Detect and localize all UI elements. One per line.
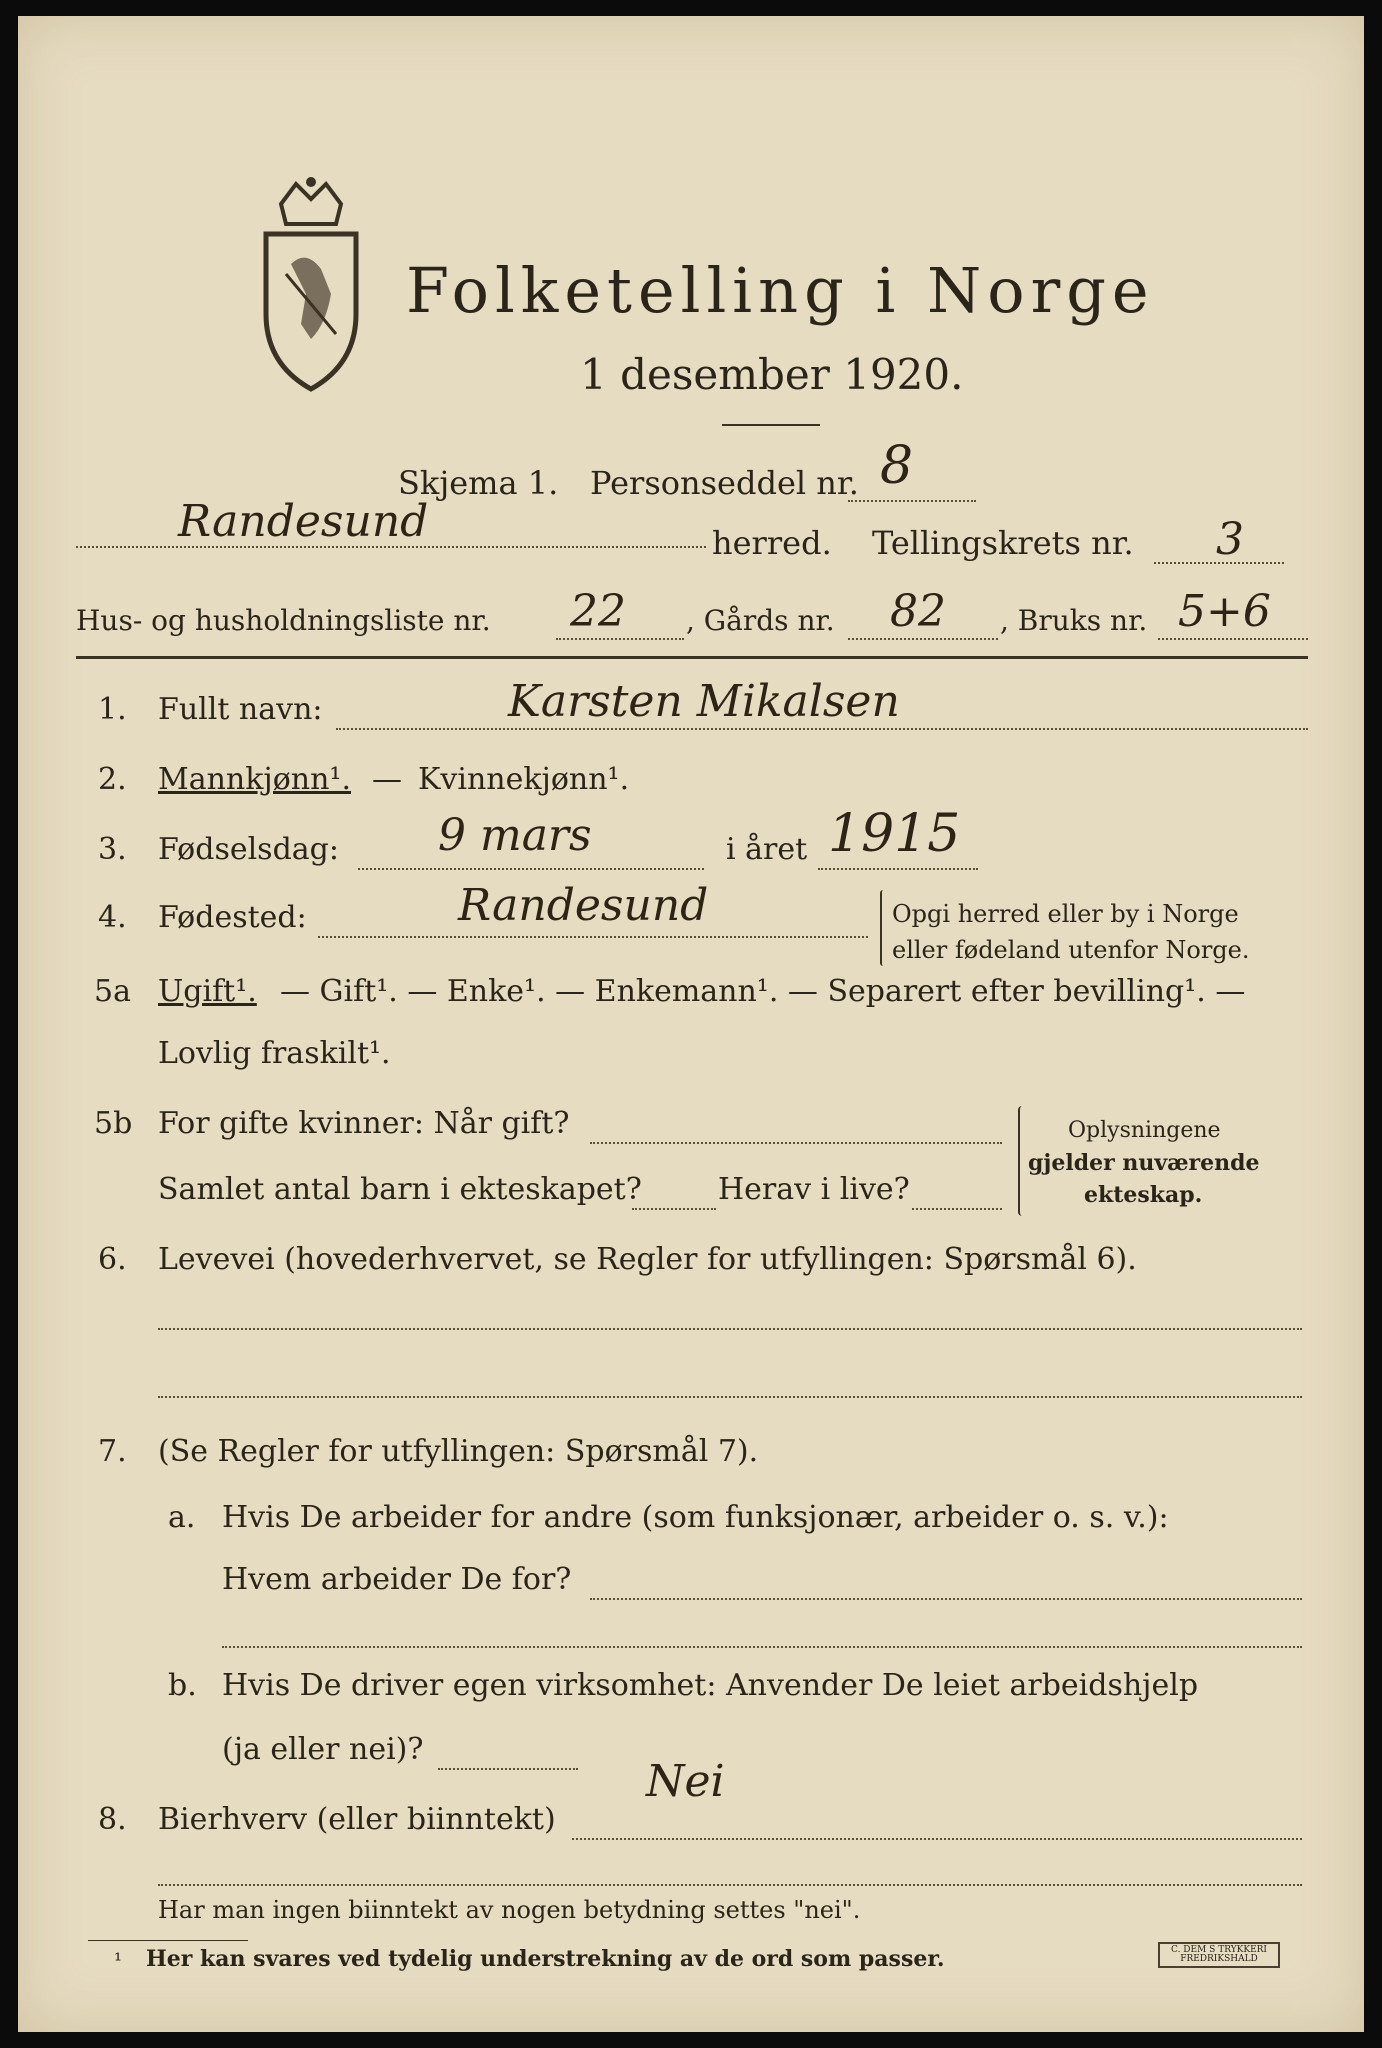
q7b-letter: b. [168,1668,197,1703]
birth-year-line [818,868,978,870]
title-divider [722,424,820,426]
footnote-divider [88,1940,248,1941]
q7a-letter: a. [168,1500,196,1535]
when-married-label: For gifte kvinner: Når gift? [158,1106,570,1141]
full-name-value: Karsten Mikalsen [508,676,900,727]
marriage-note-line1: Oplysningene [1068,1118,1221,1143]
q7-number: 7. [98,1434,127,1469]
male-option: Mannkjønn¹. [158,762,351,797]
printer-stamp-line2: FREDRIKSHALD [1180,1954,1258,1964]
census-date: 1 desember 1920. [580,350,964,399]
birthplace-line [318,936,868,938]
marriage-note-brace [1018,1106,1026,1216]
children-count-label: Samlet antal barn i ekteskapet? [158,1172,642,1207]
employer-line [590,1598,1302,1600]
children-alive-line [912,1208,1002,1210]
form-title: Folketelling i Norge [406,254,1155,327]
q7a-question: Hvis De arbeider for andre (som funksjonær, arbeider o. s. v.): [222,1500,1169,1535]
unmarried-option: Ugift¹. [158,974,257,1009]
children-count-line [632,1208,716,1210]
gards-label: , Gårds nr. [686,604,835,637]
printer-stamp [1158,1942,1280,1968]
birthplace-note-line2: eller fødeland utenfor Norge. [892,936,1250,964]
birthplace-label: Fødested: [158,900,307,935]
bruks-value: 5+6 [1178,586,1271,637]
side-income-line-2 [158,1884,1302,1886]
bruks-label: , Bruks nr. [1000,604,1148,637]
female-option: Kvinnekjønn¹. [418,762,630,797]
printer-stamp-line1: C. DEM S TRYKKERI [1171,1945,1267,1955]
birthdate-line [358,868,704,870]
norway-coat-of-arms-icon [246,174,376,394]
q5a-number: 5a [94,974,131,1009]
marriage-note-line3: ekteskap. [1084,1182,1203,1208]
header-divider [76,656,1308,659]
tellingskrets-label: Tellingskrets nr. [872,524,1134,562]
gards-value: 82 [890,586,946,637]
full-name-label: Fullt navn: [158,692,323,727]
q1-number: 1. [98,692,127,727]
q8-number: 8. [98,1802,127,1837]
gender-separator: — [372,762,402,797]
q7-label: (Se Regler for utfyllingen: Spørsmål 7). [158,1434,759,1469]
tellingskrets-value: 3 [1216,514,1244,565]
q5b-number: 5b [94,1106,133,1141]
herred-label: herred. [712,524,832,562]
marital-options: — Gift¹. — Enke¹. — Enkemann¹. — Separert efter bevilling¹. — [280,974,1246,1009]
when-married-line [590,1142,1002,1144]
hired-help-label: (ja eller nei)? [222,1732,424,1767]
hus-value: 22 [570,586,626,637]
side-income-line [572,1838,1302,1840]
gards-line [848,638,998,640]
birthplace-note-line1: Opgi herred eller by i Norge [892,900,1239,928]
birth-year-label: i året [726,832,808,867]
hired-help-value: Nei [646,1756,725,1807]
skjema-label: Skjema 1. [398,464,559,502]
birthdate-label: Fødselsdag: [158,832,339,867]
birthdate-value: 9 mars [438,810,592,861]
full-name-line [336,728,1308,730]
hus-line [556,638,684,640]
children-alive-label: Herav i live? [718,1172,910,1207]
birthplace-note-brace [880,890,886,966]
side-income-label: Bierhverv (eller biinntekt) [158,1802,556,1837]
birthplace-value: Randesund [458,880,709,931]
personseddel-value: 8 [880,436,914,496]
q2-number: 2. [98,762,127,797]
q6-number: 6. [98,1242,127,1277]
side-income-note: Har man ingen biinntekt av nogen betydning settes "nei". [158,1896,861,1924]
marriage-note-line2: gjelder nuværende [1028,1150,1260,1176]
herred-value: Randesund [178,496,429,547]
divorced-option: Lovlig fraskilt¹. [158,1036,391,1071]
occupation-label: Levevei (hovederhvervet, se Regler for utfyllingen: Spørsmål 6). [158,1242,1137,1277]
hired-help-line [438,1768,578,1770]
employer-line-2 [222,1646,1302,1648]
occupation-line-2 [158,1396,1302,1398]
birth-year-value: 1915 [828,804,961,864]
footnote-text: Her kan svares ved tydelig understrekning av de ord som passer. [146,1946,945,1972]
personseddel-line [848,500,976,502]
q3-number: 3. [98,832,127,867]
census-form-page [18,16,1364,2032]
q4-number: 4. [98,900,127,935]
footnote-mark: ¹ [114,1948,123,1972]
employer-label: Hvem arbeider De for? [222,1562,572,1597]
occupation-line-1 [158,1328,1302,1330]
hus-label: Hus- og husholdningsliste nr. [76,604,491,637]
q7b-question: Hvis De driver egen virksomhet: Anvender De leiet arbeidshjelp [222,1668,1199,1703]
bruks-line [1158,638,1308,640]
personseddel-label: Personseddel nr. [590,464,859,502]
